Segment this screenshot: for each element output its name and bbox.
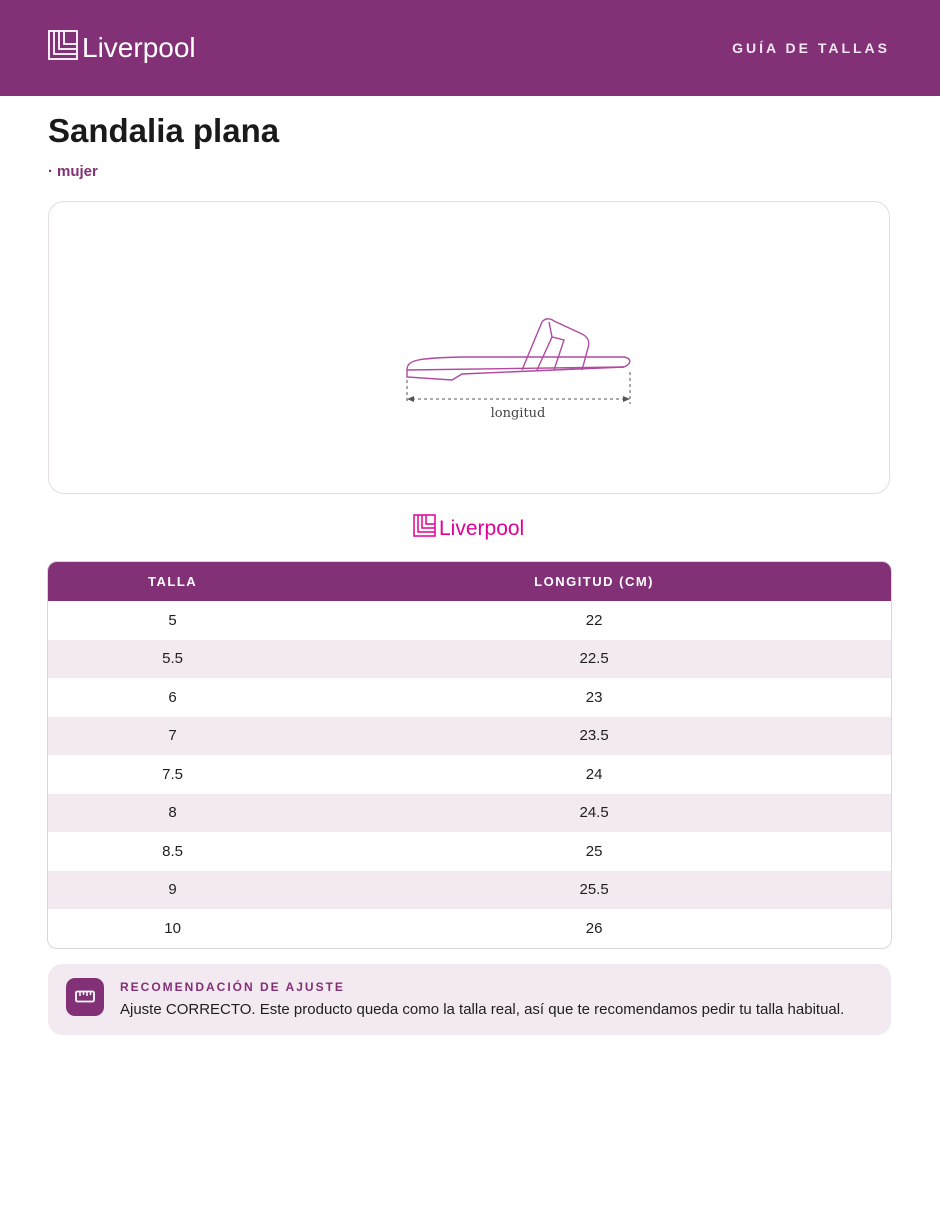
- liverpool-logo[interactable]: [48, 30, 208, 66]
- table-row: [48, 794, 891, 833]
- size-cell: 5.5: [48, 640, 297, 679]
- svg-text:Liverpool: Liverpool: [439, 517, 525, 540]
- sandal-measurement-diagram: [392, 222, 647, 477]
- table-row: [48, 717, 891, 756]
- table-row: [48, 601, 891, 640]
- table-row: [48, 909, 891, 948]
- length-cell: 23.5: [297, 717, 891, 756]
- fit-recommendation-box: [48, 964, 891, 1035]
- size-cell: 5: [168, 611, 177, 629]
- length-cell: 25: [585, 842, 603, 860]
- length-cell: 25.5: [297, 871, 891, 910]
- size-cell: 9: [48, 871, 297, 910]
- size-cell: 8: [48, 794, 297, 833]
- column-header-size: TALLA: [48, 562, 297, 601]
- size-cell: 6: [168, 688, 177, 706]
- svg-text:Liverpool: Liverpool: [82, 32, 196, 63]
- length-cell: 23: [585, 688, 603, 706]
- size-cell: 7.5: [162, 765, 184, 783]
- size-table: [47, 561, 892, 949]
- table-row: [48, 640, 891, 679]
- table-row: [48, 678, 891, 717]
- product-diagram-card: [48, 201, 890, 494]
- size-cell: 8.5: [162, 842, 184, 860]
- length-cell: 26: [585, 919, 603, 937]
- ruler-icon: [66, 978, 104, 1016]
- recommendation-text: Ajuste CORRECTO. Este producto queda como la talla real, así que te recomendamos pedir tu talla habitual.: [120, 1001, 845, 1018]
- length-cell: 24.5: [297, 794, 891, 833]
- category-value: mujer: [57, 163, 98, 180]
- length-cell: 22: [585, 611, 603, 629]
- table-row: [48, 832, 891, 871]
- table-header-row: [48, 562, 891, 601]
- recommendation-title: RECOMENDACIÓN DE AJUSTE: [120, 980, 345, 994]
- length-cell: 22.5: [297, 640, 891, 679]
- size-guide-nav-label: GUÍA DE TALLAS: [732, 40, 890, 56]
- size-cell: 10: [164, 919, 181, 937]
- size-cell: 7: [48, 717, 297, 756]
- liverpool-brand-logo: [413, 513, 529, 546]
- page-title: Sandalia plana: [48, 112, 280, 149]
- table-row: [48, 755, 891, 794]
- svg-text:longitud: longitud: [490, 406, 546, 421]
- column-header-length: LONGITUD (CM): [297, 562, 891, 601]
- header-bar: [0, 0, 940, 96]
- table-row: [48, 871, 891, 910]
- length-cell: 24: [585, 765, 603, 783]
- category-label: · mujer: [48, 163, 98, 180]
